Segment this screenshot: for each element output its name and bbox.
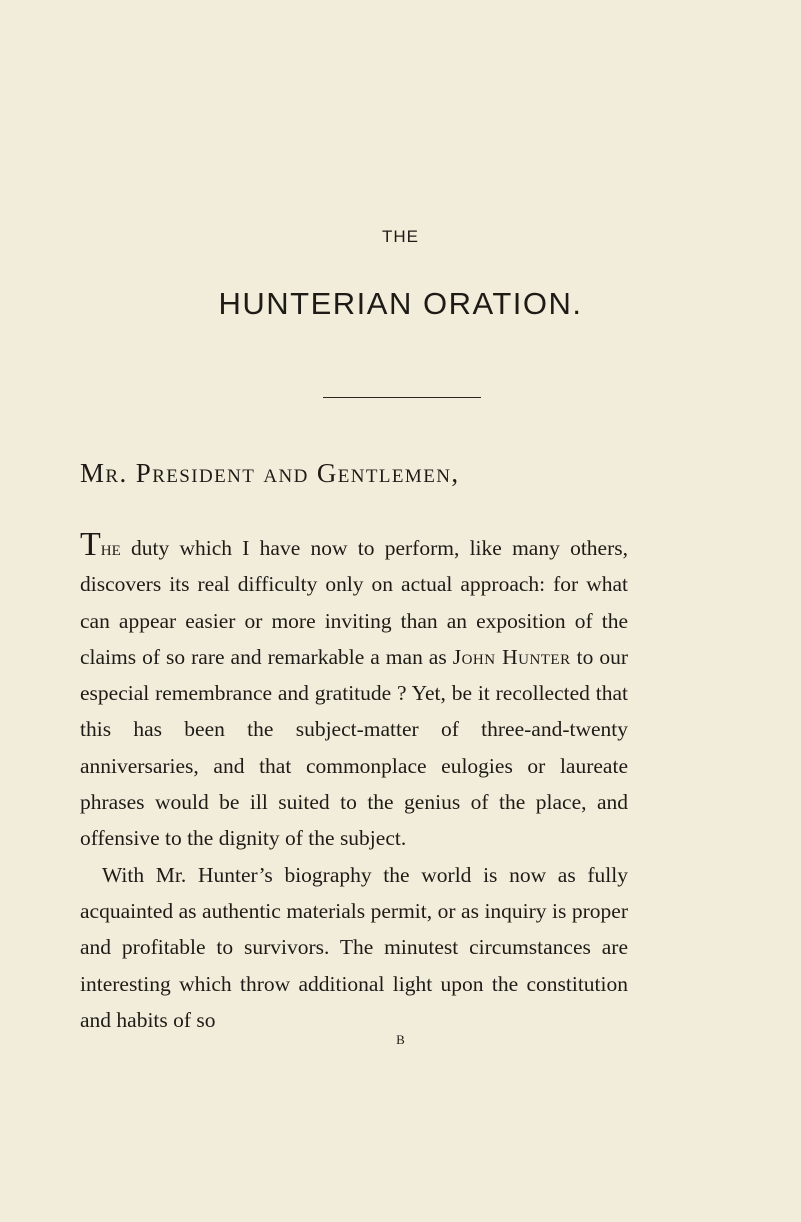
pre-title: THE xyxy=(382,227,419,246)
paragraph-1-text-a: duty which I have now to perform, like many others, discovers its real difficulty only on actual approach: for what can appear easier or more inviting than an exposition of the claims of so rare and remarkable a man as xyxy=(80,536,628,669)
paragraph-1 xyxy=(80,526,628,857)
body-text xyxy=(80,526,628,1038)
page-title: HUNTERIAN ORATION. xyxy=(218,286,583,321)
paragraph-2: With Mr. Hunter’s biography the world is now as fully acquainted as authentic materials permit, or as inquiry is proper and profitable to survivors. The minutest circumstances are interesting which throw additional light upon the constitution and habits of so xyxy=(80,862,628,1032)
drop-capital: T xyxy=(80,526,101,563)
title-divider xyxy=(323,397,481,398)
paragraph-1-text-b: to our especial remembrance and gratitude ? Yet, be it recollected that this has been the subject-matter of three-and-twenty anniversaries, and that commonplace eulogies or laureate phrases would be ill suited to the genius of the place, and offensive to the dignity of the subject. xyxy=(80,644,628,851)
person-name: John Hunter xyxy=(452,644,571,669)
signature-mark: B xyxy=(396,1032,405,1047)
salutation: Mr. President and Gentlemen, xyxy=(80,458,460,488)
opening-word-rest: he xyxy=(100,536,121,560)
